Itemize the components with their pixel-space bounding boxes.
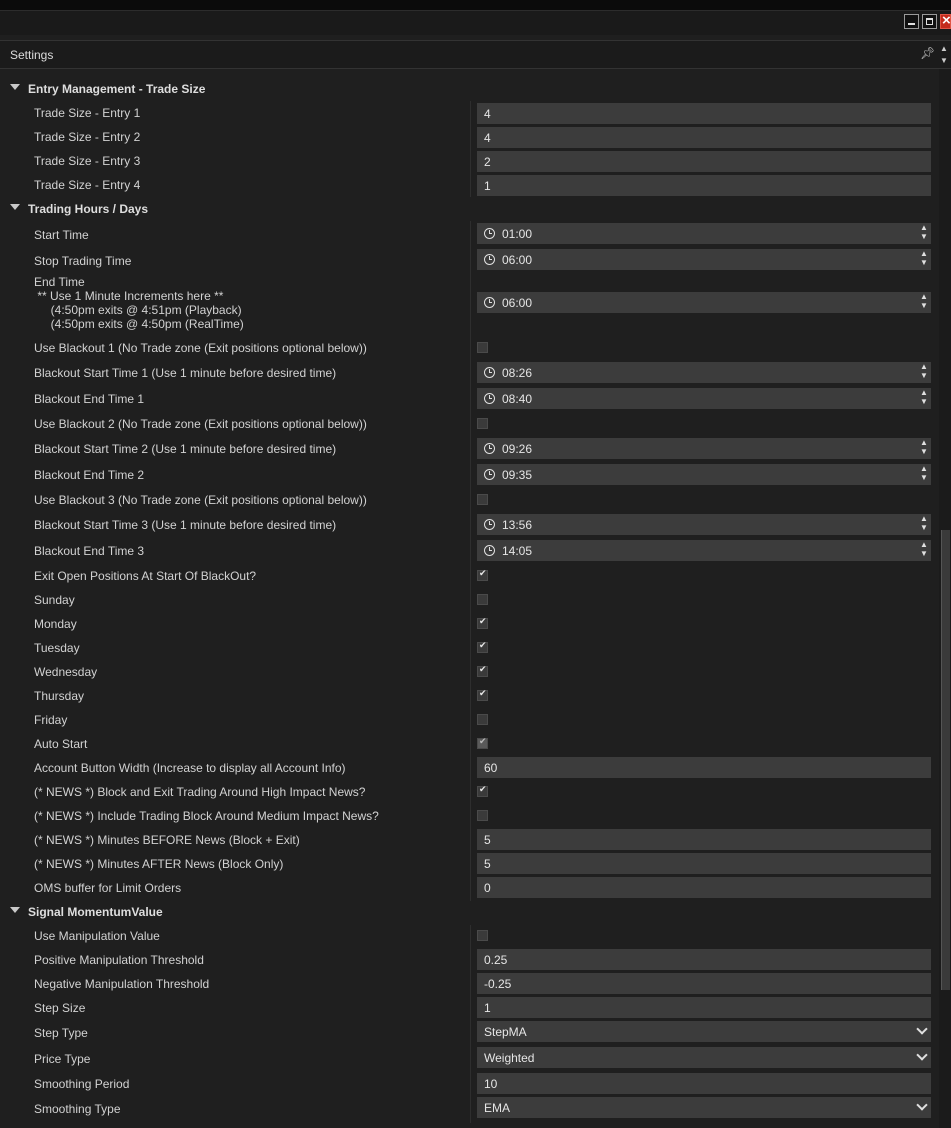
- row-trade-size-1: [0, 101, 939, 125]
- spinner-icon: ▲ ▼: [920, 388, 928, 406]
- property-label: (* NEWS *) Block and Exit Trading Around High Impact News?: [34, 785, 366, 799]
- oms-buffer-input[interactable]: 0: [477, 877, 931, 898]
- property-label: Trade Size - Entry 1: [34, 106, 141, 120]
- scrollbar-thumb[interactable]: [941, 530, 950, 990]
- property-label: Wednesday: [34, 665, 98, 679]
- category-label: Entry Management - Trade Size: [28, 82, 206, 96]
- blackout-end-2-picker[interactable]: 09:35 ▲ ▼: [477, 464, 931, 485]
- property-label: Negative Manipulation Threshold: [34, 977, 210, 991]
- row-smoothing-period: [0, 1073, 939, 1097]
- row-use-blackout-2: [0, 412, 939, 437]
- maximize-icon[interactable]: [922, 14, 937, 29]
- thursday-checkbox[interactable]: [477, 690, 488, 701]
- spinner-icon: ▲ ▼: [920, 249, 928, 267]
- property-label: Blackout End Time 2: [34, 468, 145, 482]
- property-label: Step Size: [34, 1001, 86, 1015]
- property-label: Monday: [34, 617, 77, 631]
- price-type-select[interactable]: Weighted: [477, 1047, 931, 1068]
- property-label: Friday: [34, 713, 68, 727]
- property-label: Sunday: [34, 593, 75, 607]
- row-friday: [0, 709, 939, 733]
- property-label: (* NEWS *) Include Trading Block Around Medium Impact News?: [34, 809, 379, 823]
- property-label: Thursday: [34, 689, 85, 703]
- panel-title: Settings: [10, 48, 54, 62]
- row-account-button-width: [0, 757, 939, 781]
- row-news-high-impact: [0, 781, 939, 805]
- row-smoothing-type: [0, 1097, 939, 1123]
- auto-start-checkbox[interactable]: [477, 738, 488, 749]
- use-manipulation-checkbox[interactable]: [477, 930, 488, 941]
- pin-icon[interactable]: 📌︎: [920, 46, 936, 60]
- row-step-size: [0, 997, 939, 1021]
- category-label: Signal MomentumValue: [28, 905, 163, 919]
- news-high-impact-checkbox[interactable]: [477, 786, 488, 797]
- clock-icon: [484, 443, 495, 454]
- property-label: Use Blackout 2 (No Trade zone (Exit positions optional below)): [34, 417, 367, 431]
- row-step-type: [0, 1021, 939, 1047]
- news-minutes-after-input[interactable]: 5: [477, 853, 931, 874]
- row-positive-manipulation: [0, 949, 939, 973]
- property-label: (* NEWS *) Minutes AFTER News (Block Only): [34, 857, 284, 871]
- property-label: End Time ** Use 1 Minute Increments here ** (4:50pm exits @ 4:51pm (Playback) (4:50pm exits @ 4:50pm (RealTime): [34, 275, 244, 331]
- spinner-icon: ▲ ▼: [920, 223, 928, 241]
- stop-time-picker[interactable]: 06:00 ▲ ▼: [477, 249, 931, 270]
- property-label: Start Time: [34, 228, 89, 242]
- row-end-time: [0, 273, 939, 335]
- row-use-manipulation: [0, 925, 939, 949]
- trade-size-2-input[interactable]: 4: [477, 127, 931, 148]
- row-thursday: [0, 685, 939, 709]
- step-type-select[interactable]: StepMA: [477, 1021, 931, 1042]
- clock-icon: [484, 367, 495, 378]
- step-size-input[interactable]: 1: [477, 997, 931, 1018]
- clock-icon: [484, 469, 495, 480]
- row-stop-trading-time: [0, 247, 939, 273]
- property-label: Use Blackout 3 (No Trade zone (Exit positions optional below)): [34, 493, 367, 507]
- row-price-type: [0, 1047, 939, 1073]
- category-trading-hours[interactable]: [0, 197, 939, 221]
- property-label: (* NEWS *) Minutes BEFORE News (Block + Exit): [34, 833, 300, 847]
- smoothing-period-input[interactable]: 10: [477, 1073, 931, 1094]
- account-button-width-input[interactable]: 60: [477, 757, 931, 778]
- row-blackout-start-1: [0, 360, 939, 386]
- use-blackout-1-checkbox[interactable]: [477, 342, 488, 353]
- minimize-icon[interactable]: [904, 14, 919, 29]
- row-blackout-end-2: [0, 463, 939, 489]
- blackout-end-1-picker[interactable]: 08:40 ▲ ▼: [477, 388, 931, 409]
- property-label: Tuesday: [34, 641, 80, 655]
- collapse-triangle-icon[interactable]: [10, 907, 20, 913]
- property-label: Use Blackout 1 (No Trade zone (Exit positions optional below)): [34, 341, 367, 355]
- smoothing-type-select[interactable]: EMA: [477, 1097, 931, 1118]
- row-trade-size-4: [0, 173, 939, 197]
- property-label: OMS buffer for Limit Orders: [34, 881, 182, 895]
- row-news-minutes-after: [0, 853, 939, 877]
- spinner-icon: ▲ ▼: [920, 540, 928, 558]
- news-medium-impact-checkbox[interactable]: [477, 810, 488, 821]
- property-label: Blackout End Time 1: [34, 392, 145, 406]
- row-use-blackout-3: [0, 489, 939, 513]
- property-label: Account Button Width (Increase to display all Account Info): [34, 761, 346, 775]
- row-news-minutes-before: [0, 829, 939, 853]
- property-label: Positive Manipulation Threshold: [34, 953, 204, 967]
- chevron-down-icon: [917, 1050, 927, 1060]
- property-label: Exit Open Positions At Start Of BlackOut?: [34, 569, 257, 583]
- news-minutes-before-input[interactable]: 5: [477, 829, 931, 850]
- row-use-blackout-1: [0, 335, 939, 360]
- row-trade-size-3: [0, 149, 939, 173]
- property-label: Trade Size - Entry 2: [34, 130, 141, 144]
- tuesday-checkbox[interactable]: [477, 642, 488, 653]
- row-oms-buffer: [0, 877, 939, 901]
- end-time-picker[interactable]: 06:00 ▲ ▼: [477, 292, 931, 313]
- app-top-strip: [0, 0, 951, 10]
- friday-checkbox[interactable]: [477, 714, 488, 725]
- spinner-icon: ▲ ▼: [920, 292, 928, 310]
- property-label: Blackout Start Time 3 (Use 1 minute before desired time): [34, 518, 337, 532]
- row-negative-manipulation: [0, 973, 939, 997]
- collapse-triangle-icon[interactable]: [10, 84, 20, 90]
- scroll-up-icon[interactable]: ▲: [940, 44, 948, 53]
- property-label: Stop Trading Time: [34, 254, 132, 268]
- spinner-icon: ▲ ▼: [920, 464, 928, 482]
- row-blackout-end-3: [0, 539, 939, 565]
- row-monday: [0, 613, 939, 637]
- trade-size-1-input[interactable]: 4: [477, 103, 931, 124]
- trade-size-4-input[interactable]: 1: [477, 175, 931, 196]
- property-label: Blackout Start Time 1 (Use 1 minute before desired time): [34, 366, 337, 380]
- property-label: Trade Size - Entry 3: [34, 154, 141, 168]
- row-exit-open-positions: [0, 565, 939, 589]
- row-trade-size-2: [0, 125, 939, 149]
- clock-icon: [484, 254, 495, 265]
- blackout-end-3-picker[interactable]: 14:05 ▲ ▼: [477, 540, 931, 561]
- clock-icon: [484, 545, 495, 556]
- property-label: Trade Size - Entry 4: [34, 178, 141, 192]
- clock-icon: [484, 519, 495, 530]
- scroll-down-icon[interactable]: ▼: [940, 56, 948, 65]
- settings-header: [0, 40, 951, 69]
- blackout-start-3-picker[interactable]: 13:56 ▲ ▼: [477, 514, 931, 535]
- property-label: Blackout End Time 3: [34, 544, 145, 558]
- spinner-icon: ▲ ▼: [920, 438, 928, 456]
- property-label: Use Manipulation Value: [34, 929, 160, 943]
- category-entry-management[interactable]: [0, 77, 939, 101]
- row-news-medium-impact: [0, 805, 939, 829]
- sunday-checkbox[interactable]: [477, 594, 488, 605]
- monday-checkbox[interactable]: [477, 618, 488, 629]
- category-signal-momentum[interactable]: [0, 901, 939, 925]
- trade-size-3-input[interactable]: 2: [477, 151, 931, 172]
- use-blackout-2-checkbox[interactable]: [477, 418, 488, 429]
- negative-manipulation-input[interactable]: -0.25: [477, 973, 931, 994]
- property-label: Blackout Start Time 2 (Use 1 minute before desired time): [34, 442, 337, 456]
- property-label: Smoothing Period: [34, 1077, 130, 1091]
- exit-open-positions-checkbox[interactable]: [477, 570, 488, 581]
- chevron-down-icon: [917, 1100, 927, 1110]
- property-label: Price Type: [34, 1052, 91, 1066]
- row-blackout-start-3: [0, 513, 939, 539]
- start-time-picker[interactable]: 01:00 ▲ ▼: [477, 223, 931, 244]
- spinner-icon: ▲ ▼: [920, 362, 928, 380]
- positive-manipulation-input[interactable]: 0.25: [477, 949, 931, 970]
- property-label: Step Type: [34, 1026, 88, 1040]
- row-tuesday: [0, 637, 939, 661]
- row-start-time: [0, 221, 939, 247]
- close-icon[interactable]: [940, 14, 951, 29]
- wednesday-checkbox[interactable]: [477, 666, 488, 677]
- row-auto-start: [0, 733, 939, 757]
- chevron-down-icon: [917, 1024, 927, 1034]
- row-blackout-end-1: [0, 386, 939, 412]
- property-label: Smoothing Type: [34, 1102, 121, 1116]
- blackout-start-2-picker[interactable]: 09:26 ▲ ▼: [477, 438, 931, 459]
- clock-icon: [484, 228, 495, 239]
- use-blackout-3-checkbox[interactable]: [477, 494, 488, 505]
- spinner-icon: ▲ ▼: [920, 514, 928, 532]
- clock-icon: [484, 297, 495, 308]
- clock-icon: [484, 393, 495, 404]
- blackout-start-1-picker[interactable]: 08:26 ▲ ▼: [477, 362, 931, 383]
- row-blackout-start-2: [0, 437, 939, 463]
- property-label: Auto Start: [34, 737, 88, 751]
- row-sunday: [0, 589, 939, 613]
- window-title-bar: [0, 10, 951, 35]
- category-label: Trading Hours / Days: [28, 202, 149, 216]
- collapse-triangle-icon[interactable]: [10, 204, 20, 210]
- row-wednesday: [0, 661, 939, 685]
